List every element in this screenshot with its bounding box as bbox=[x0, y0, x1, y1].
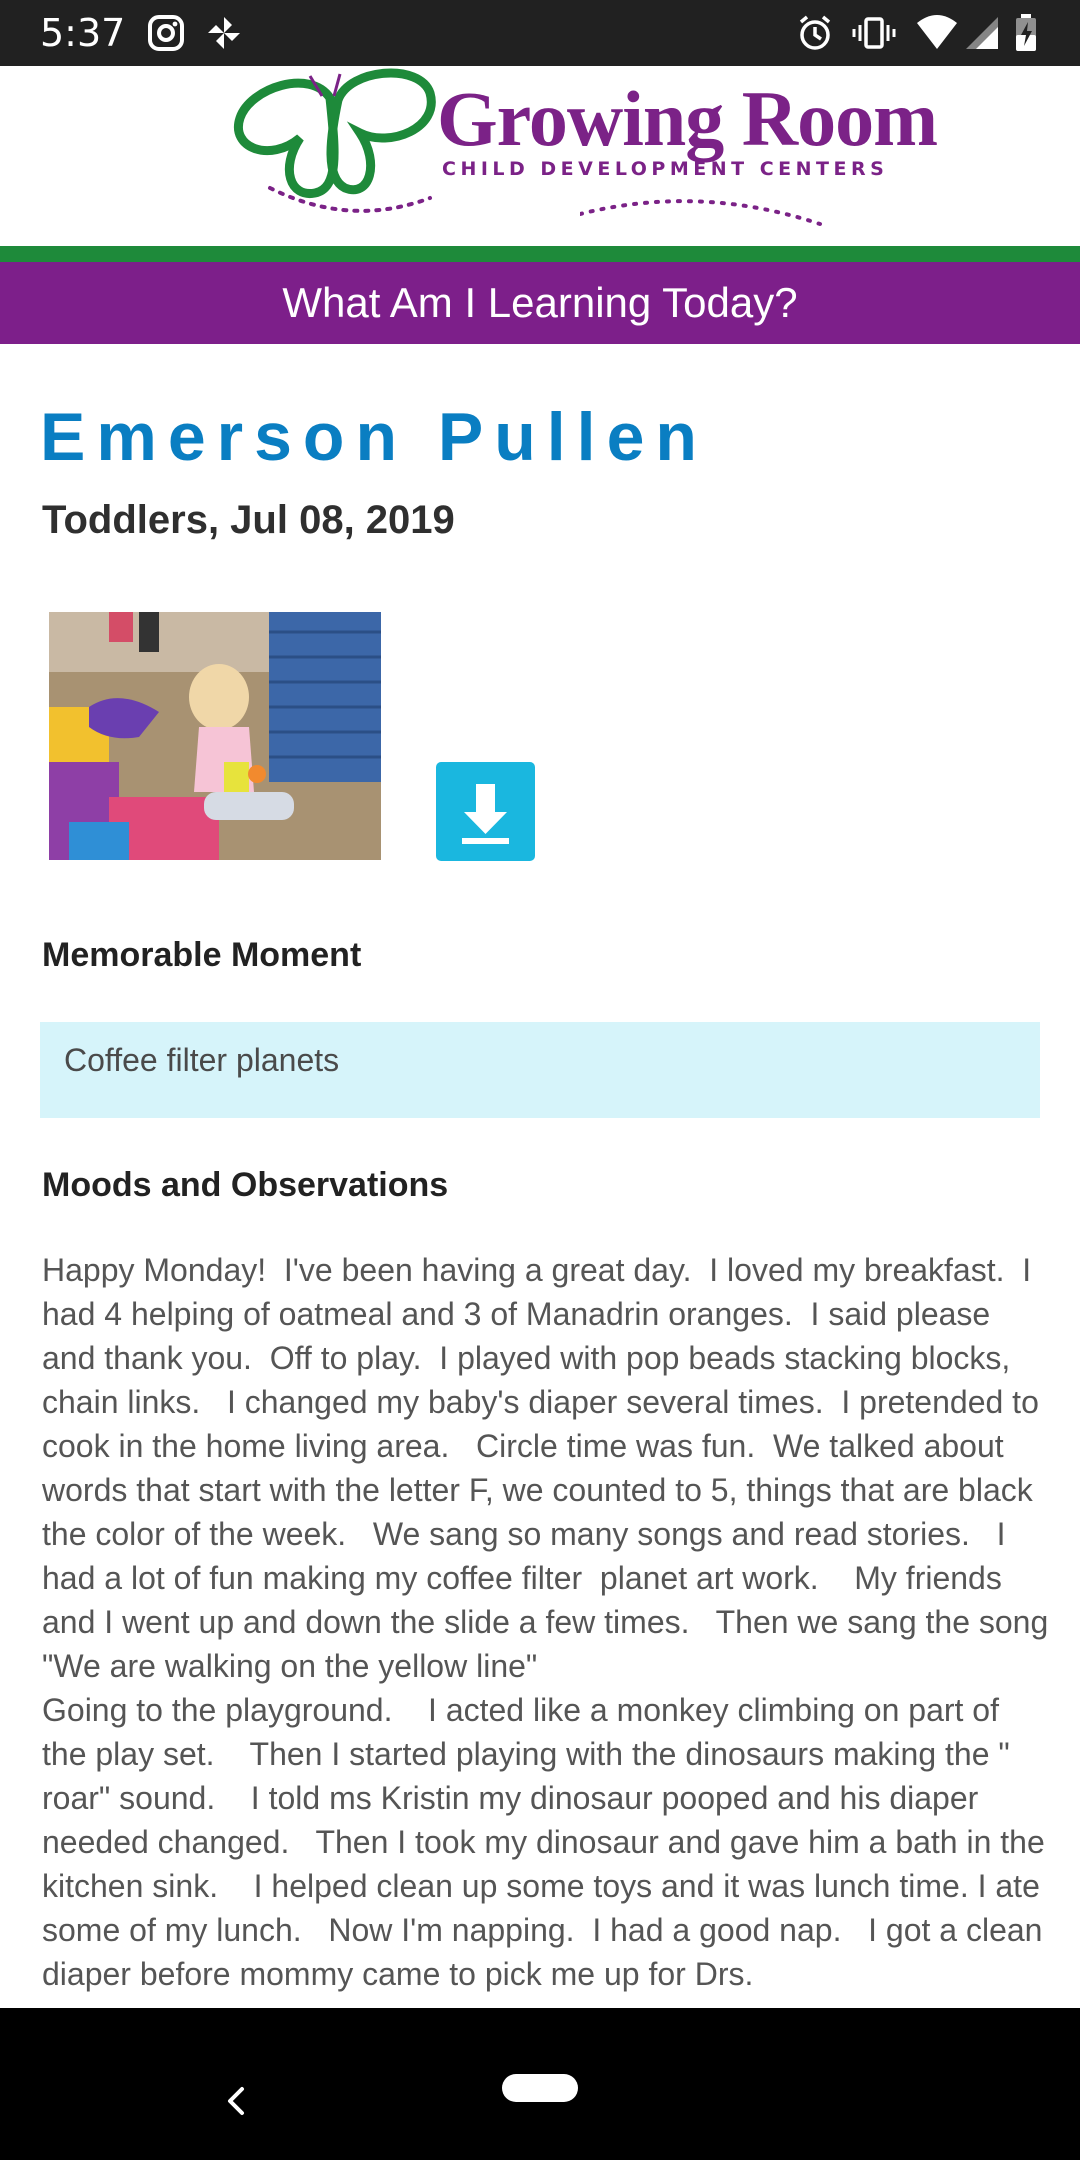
pinwheel-icon bbox=[204, 13, 244, 53]
download-button[interactable] bbox=[436, 762, 535, 861]
battery-charging-icon bbox=[1012, 13, 1052, 53]
dotted-swoosh-icon bbox=[580, 184, 840, 234]
green-divider bbox=[0, 246, 1080, 262]
status-bar bbox=[0, 0, 1080, 66]
back-icon[interactable] bbox=[218, 2083, 254, 2119]
logo-subtitle: CHILD DEVELOPMENT CENTERS bbox=[442, 158, 889, 180]
wifi-icon bbox=[915, 13, 955, 53]
memorable-moment-heading: Memorable Moment bbox=[42, 936, 362, 974]
instagram-icon bbox=[146, 13, 186, 53]
child-name: Emerson Pullen bbox=[40, 399, 708, 475]
logo-title: Growing Room bbox=[437, 75, 938, 162]
vibrate-icon bbox=[852, 13, 892, 53]
status-time: 5:37 bbox=[40, 11, 126, 55]
class-date: Toddlers, Jul 08, 2019 bbox=[42, 498, 455, 542]
download-icon bbox=[436, 762, 535, 861]
observations-text: Happy Monday! I've been having a great day. I loved my breakfast. I had 4 helping of oatmeal and 3 of Manadrin oranges. I said please and thank you. Off to play. I played with pop beads stacking blocks, chain links. I changed my baby's diaper several times. I pretended to cook in the home living area. Circle time was fun. We talked about words that start with the letter F, we counted to 5, things that are black the color of the week. We sang so many songs and read stories. I had a lot of fun making my coffee filter planet art work. My friends and I went up and down the slide a few times. Then we sang the song "We are walking on the yellow line" Going to the playground. I acted like a monkey climbing on part of the play set. Then I started playing with the dinosaurs making the " roar" sound. I told ms Kristin my dinosaur pooped and his diaper needed changed. Then I took my dinosaur and gave him a bath in the kitchen sink. I helped clean up some toys and it was lunch time. I ate some of my lunch. Now I'm napping. I had a good nap. I got a clean diaper before mommy came to pick me up for Drs. bbox=[42, 1252, 1049, 1992]
signal-icon bbox=[962, 13, 1002, 53]
home-pill-icon[interactable] bbox=[502, 2074, 578, 2102]
alarm-icon bbox=[795, 13, 835, 53]
butterfly-logo-icon bbox=[230, 68, 440, 228]
memorable-moment-text: Coffee filter planets bbox=[64, 1042, 340, 1078]
page-banner: What Am I Learning Today? bbox=[0, 262, 1080, 344]
logo-header bbox=[0, 66, 1080, 246]
activity-photo[interactable] bbox=[49, 612, 381, 860]
memorable-moment-box bbox=[40, 1022, 1040, 1118]
observations-heading: Moods and Observations bbox=[42, 1166, 449, 1204]
